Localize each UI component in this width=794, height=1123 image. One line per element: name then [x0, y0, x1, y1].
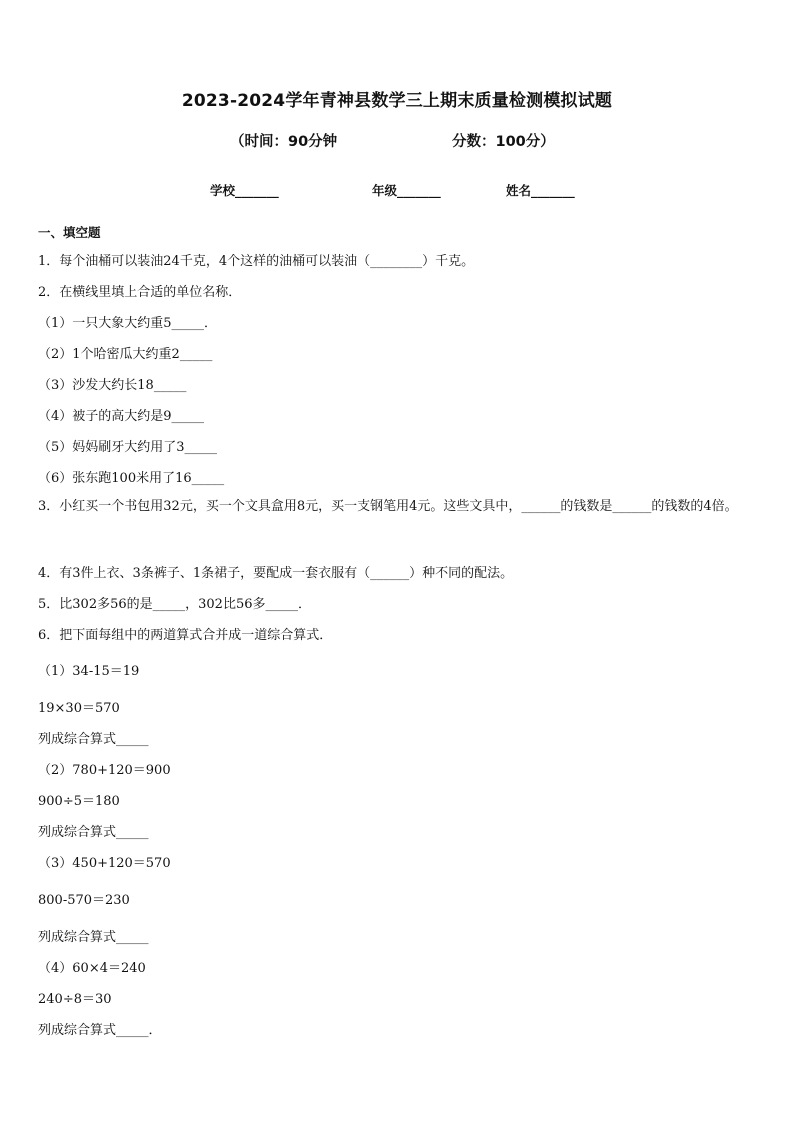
grade-field: 年级_______ — [372, 183, 441, 198]
question-2: 2．在横线里填上合适的单位名称． — [38, 285, 242, 300]
question-6-group-2-answer: 列成综合算式_____ — [38, 825, 149, 840]
question-3: 3．小红买一个书包用32元，买一个文具盒用8元，买一支钢笔用4元。这些文具中，______的钱数是______的钱数的4倍。 — [38, 499, 738, 514]
question-2-item-5: （5）妈妈刷牙大约用了3_____ — [38, 440, 218, 455]
exam-score: 分数：100分） — [452, 134, 555, 150]
question-6-group-1-eq-1: （1）34-15＝19 — [38, 664, 140, 679]
exam-time: （时间：90分钟 — [230, 134, 338, 150]
question-2-item-1: （1）一只大象大约重5_____． — [38, 316, 218, 331]
question-6-group-2-eq-2: 900÷5＝180 — [38, 794, 120, 809]
question-2-item-2: （2）1个哈密瓜大约重2_____ — [38, 347, 213, 362]
question-6-group-3-eq-2: 800-570＝230 — [38, 893, 130, 908]
question-5: 5．比302多56的是_____，302比56多_____． — [38, 597, 311, 612]
section-heading: 一、填空题 — [38, 225, 101, 240]
question-6-group-1-answer: 列成综合算式_____ — [38, 732, 149, 747]
question-4: 4．有3件上衣、3条裤子、1条裙子，要配成一套衣服有（______）种不同的配法。 — [38, 566, 514, 581]
question-6-group-4-eq-1: （4）60×4＝240 — [38, 961, 146, 976]
question-6-group-1-eq-2: 19×30＝570 — [38, 701, 120, 716]
question-6: 6．把下面每组中的两道算式合并成一道综合算式． — [38, 628, 333, 643]
page-title: 2023-2024学年青神县数学三上期末质量检测模拟试题 — [181, 91, 613, 111]
question-1: 1．每个油桶可以装油24千克，4个这样的油桶可以装油（________）千克。 — [38, 254, 475, 269]
school-field: 学校_______ — [210, 183, 279, 198]
question-2-item-6: （6）张东跑100米用了16_____ — [38, 471, 225, 486]
question-2-item-4: （4）被子的高大约是9_____ — [38, 409, 205, 424]
question-6-group-3-eq-1: （3）450+120＝570 — [38, 856, 171, 871]
question-6-group-3-answer: 列成综合算式_____ — [38, 930, 149, 945]
question-6-group-4-eq-2: 240÷8＝30 — [38, 992, 112, 1007]
name-field: 姓名_______ — [506, 183, 575, 198]
question-6-group-4-answer: 列成综合算式_____． — [38, 1023, 162, 1038]
question-2-item-3: （3）沙发大约长18_____ — [38, 378, 187, 393]
question-6-group-2-eq-1: （2）780+120＝900 — [38, 763, 171, 778]
